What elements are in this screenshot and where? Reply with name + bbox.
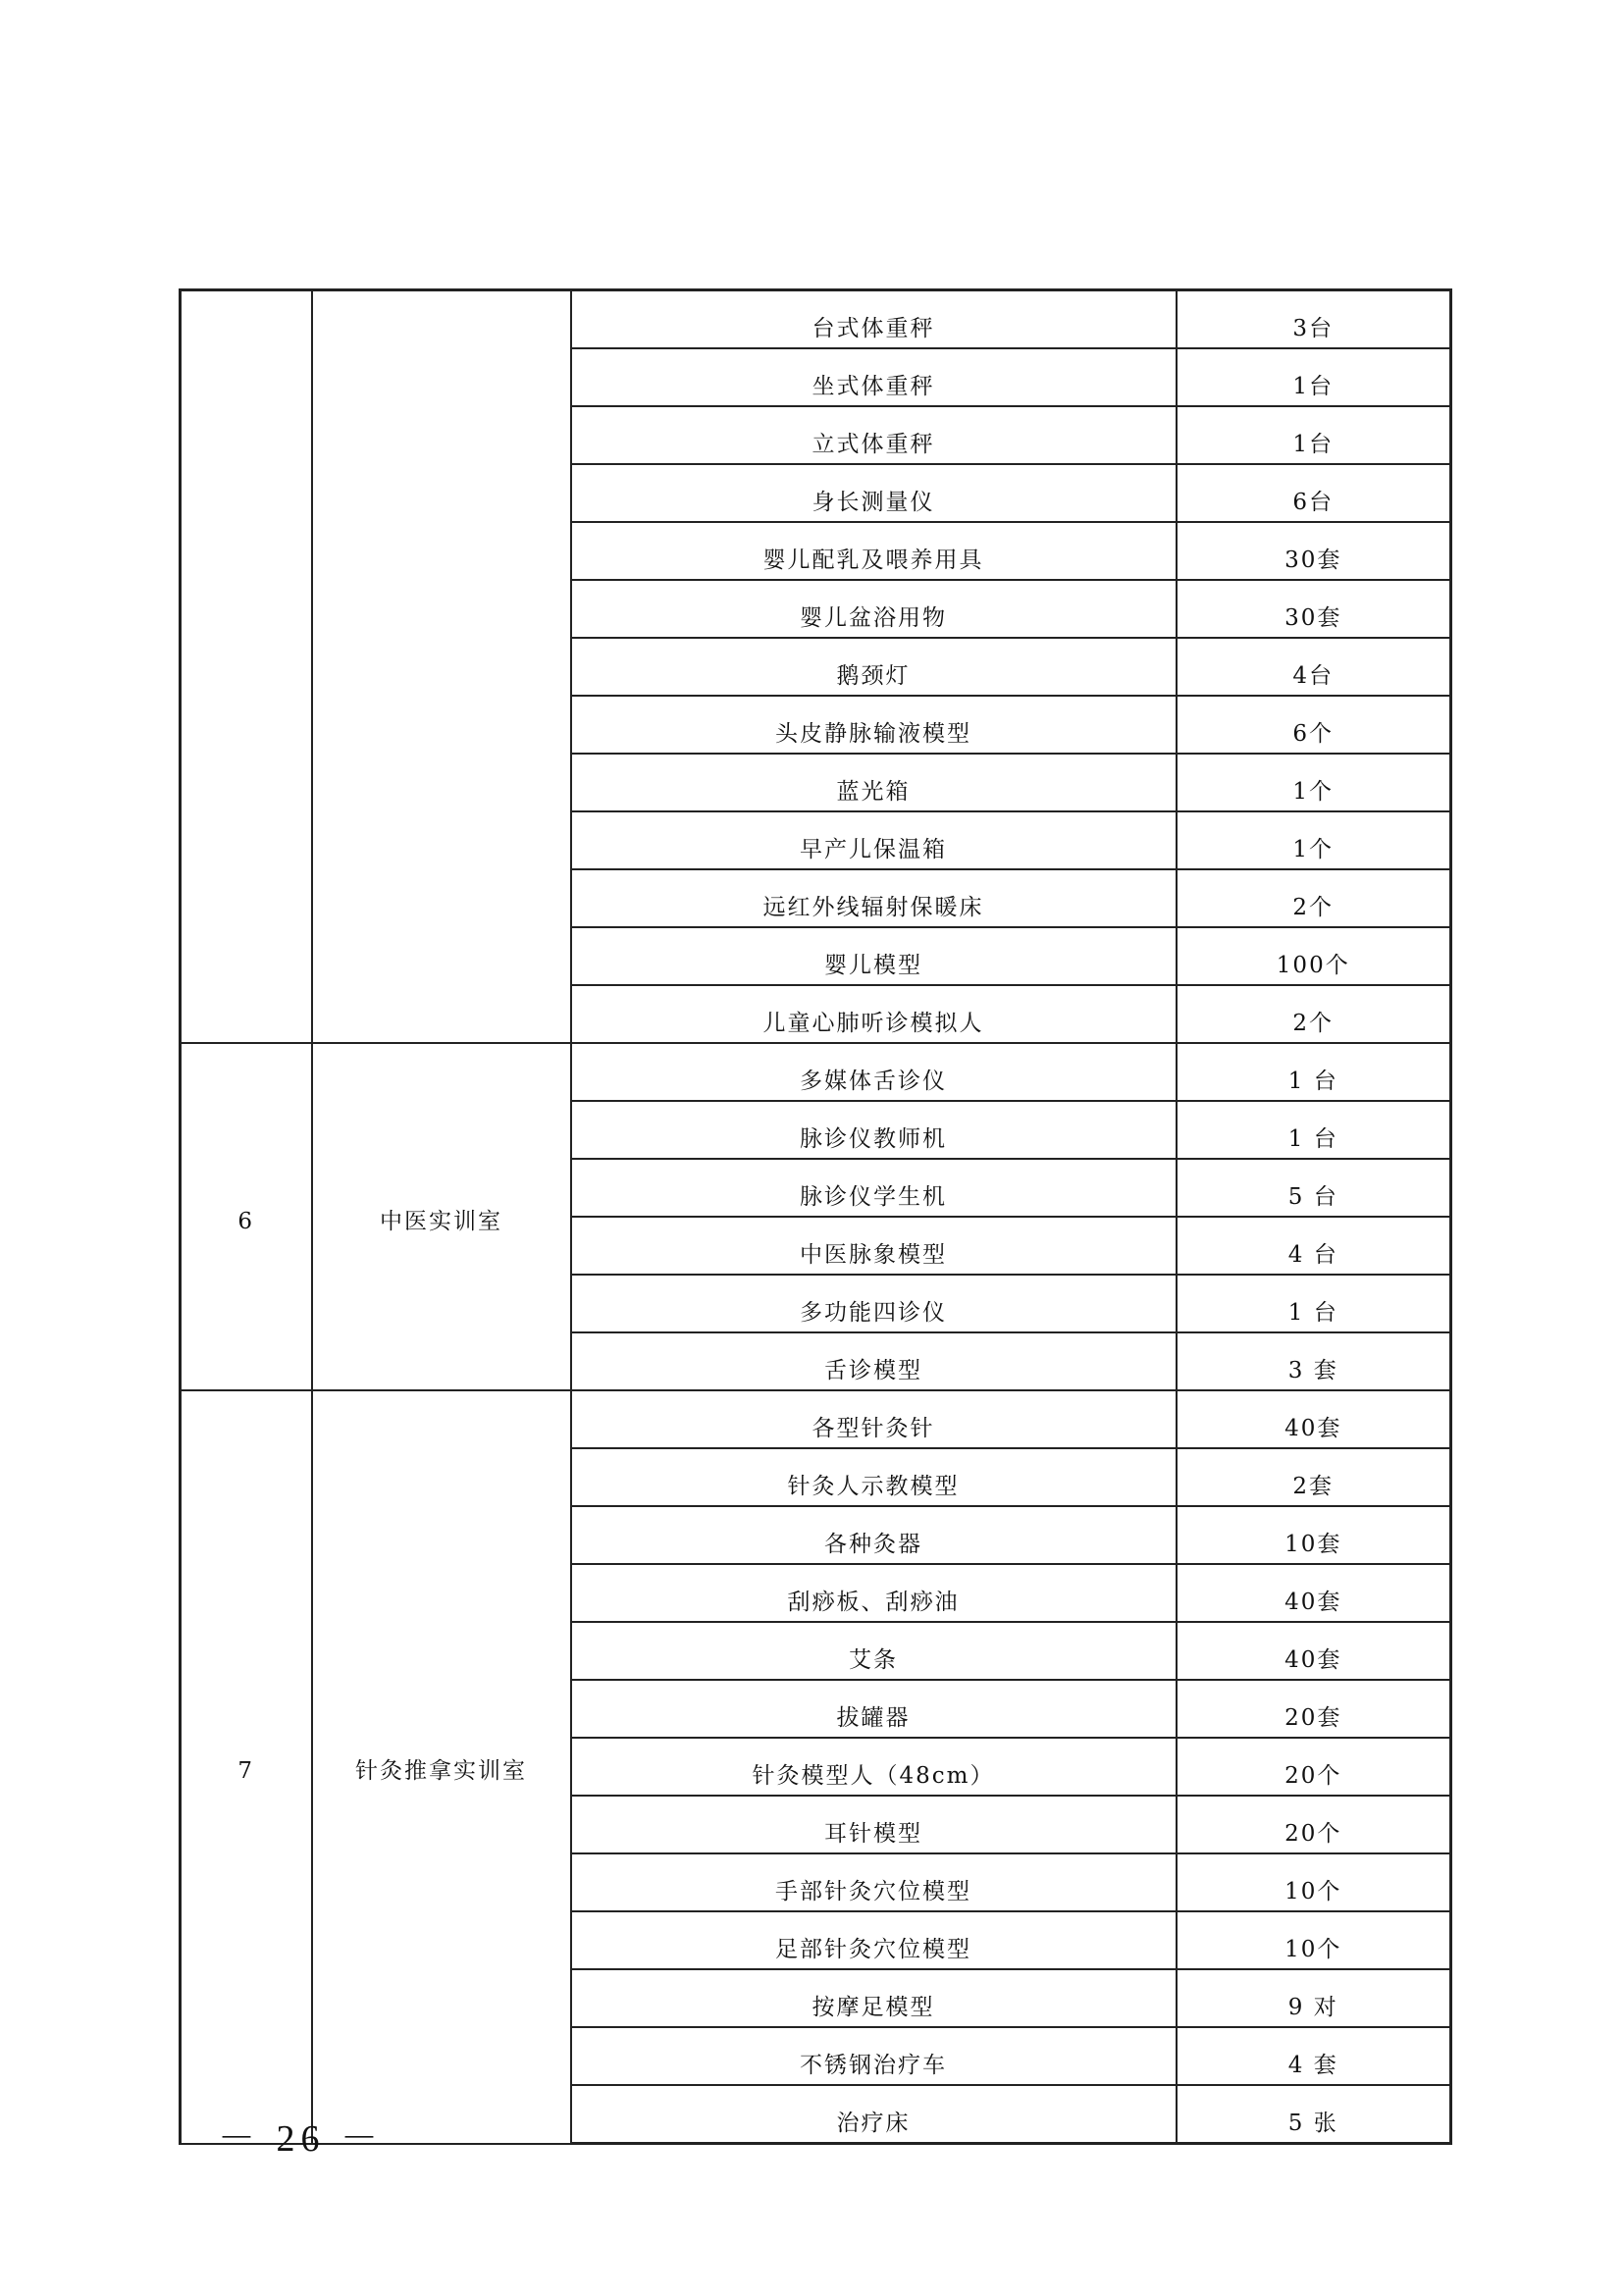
equipment-name-cell: 蓝光箱 [571,754,1177,811]
equipment-name-cell: 按摩足模型 [571,1969,1177,2027]
equipment-quantity-cell: 100个 [1177,927,1451,985]
equipment-name-cell: 足部针灸穴位模型 [571,1911,1177,1969]
equipment-quantity-cell: 10个 [1177,1853,1451,1911]
equipment-name-cell: 立式体重秤 [571,406,1177,464]
equipment-quantity-cell: 2个 [1177,869,1451,927]
equipment-quantity-cell: 1台 [1177,406,1451,464]
equipment-quantity-cell: 4台 [1177,638,1451,696]
equipment-quantity-cell: 20个 [1177,1738,1451,1796]
equipment-quantity-cell: 4 套 [1177,2027,1451,2085]
training-room-cell [312,290,571,1044]
equipment-quantity-cell: 5 台 [1177,1159,1451,1217]
equipment-table [179,288,1452,2145]
equipment-name-cell: 台式体重秤 [571,290,1177,349]
equipment-name-cell: 鹅颈灯 [571,638,1177,696]
equipment-quantity-cell: 2个 [1177,985,1451,1043]
equipment-quantity-cell: 6台 [1177,464,1451,522]
equipment-quantity-cell: 4 台 [1177,1217,1451,1275]
equipment-name-cell: 多媒体舌诊仪 [571,1043,1177,1101]
equipment-name-cell: 各种灸器 [571,1506,1177,1564]
equipment-name-cell: 脉诊仪学生机 [571,1159,1177,1217]
equipment-name-cell: 婴儿盆浴用物 [571,580,1177,638]
equipment-name-cell: 头皮静脉输液模型 [571,696,1177,754]
equipment-name-cell: 不锈钢治疗车 [571,2027,1177,2085]
equipment-quantity-cell: 3 套 [1177,1332,1451,1390]
equipment-quantity-cell: 3台 [1177,290,1451,349]
equipment-quantity-cell: 30套 [1177,580,1451,638]
equipment-name-cell: 舌诊模型 [571,1332,1177,1390]
equipment-quantity-cell: 9 对 [1177,1969,1451,2027]
equipment-quantity-cell: 2套 [1177,1448,1451,1506]
equipment-name-cell: 多功能四诊仪 [571,1275,1177,1332]
equipment-quantity-cell: 1 台 [1177,1043,1451,1101]
equipment-name-cell: 儿童心肺听诊模拟人 [571,985,1177,1043]
equipment-name-cell: 远红外线辐射保暖床 [571,869,1177,927]
equipment-quantity-cell: 20个 [1177,1796,1451,1853]
equipment-quantity-cell: 10套 [1177,1506,1451,1564]
equipment-quantity-cell: 1个 [1177,811,1451,869]
equipment-table-body [181,290,1451,2144]
row-number-cell [181,290,312,1044]
equipment-name-cell: 各型针灸针 [571,1390,1177,1448]
equipment-quantity-cell: 10个 [1177,1911,1451,1969]
equipment-name-cell: 脉诊仪教师机 [571,1101,1177,1159]
equipment-name-cell: 治疗床 [571,2085,1177,2144]
equipment-name-cell: 早产儿保温箱 [571,811,1177,869]
table-row [181,1043,1451,1101]
equipment-name-cell: 针灸人示教模型 [571,1448,1177,1506]
equipment-name-cell: 针灸模型人（48cm） [571,1738,1177,1796]
equipment-name-cell: 身长测量仪 [571,464,1177,522]
equipment-quantity-cell: 1 台 [1177,1275,1451,1332]
training-room-cell: 中医实训室 [312,1043,571,1390]
equipment-name-cell: 婴儿配乳及喂养用具 [571,522,1177,580]
equipment-name-cell: 刮痧板、刮痧油 [571,1564,1177,1622]
equipment-quantity-cell: 40套 [1177,1564,1451,1622]
equipment-quantity-cell: 40套 [1177,1622,1451,1680]
table-row [181,1390,1451,1448]
equipment-name-cell: 艾条 [571,1622,1177,1680]
training-room-cell: 针灸推拿实训室 [312,1390,571,2144]
equipment-quantity-cell: 1 台 [1177,1101,1451,1159]
equipment-name-cell: 拔罐器 [571,1680,1177,1738]
equipment-quantity-cell: 20套 [1177,1680,1451,1738]
equipment-name-cell: 坐式体重秤 [571,348,1177,406]
equipment-quantity-cell: 6个 [1177,696,1451,754]
equipment-quantity-cell: 1台 [1177,348,1451,406]
equipment-quantity-cell: 40套 [1177,1390,1451,1448]
table-row [181,290,1451,349]
equipment-quantity-cell: 30套 [1177,522,1451,580]
equipment-name-cell: 中医脉象模型 [571,1217,1177,1275]
equipment-name-cell: 婴儿模型 [571,927,1177,985]
equipment-name-cell: 手部针灸穴位模型 [571,1853,1177,1911]
row-number-cell: 7 [181,1390,312,2144]
equipment-name-cell: 耳针模型 [571,1796,1177,1853]
equipment-quantity-cell: 5 张 [1177,2085,1451,2144]
page-number: － 26 － [218,2118,385,2160]
equipment-quantity-cell: 1个 [1177,754,1451,811]
row-number-cell: 6 [181,1043,312,1390]
